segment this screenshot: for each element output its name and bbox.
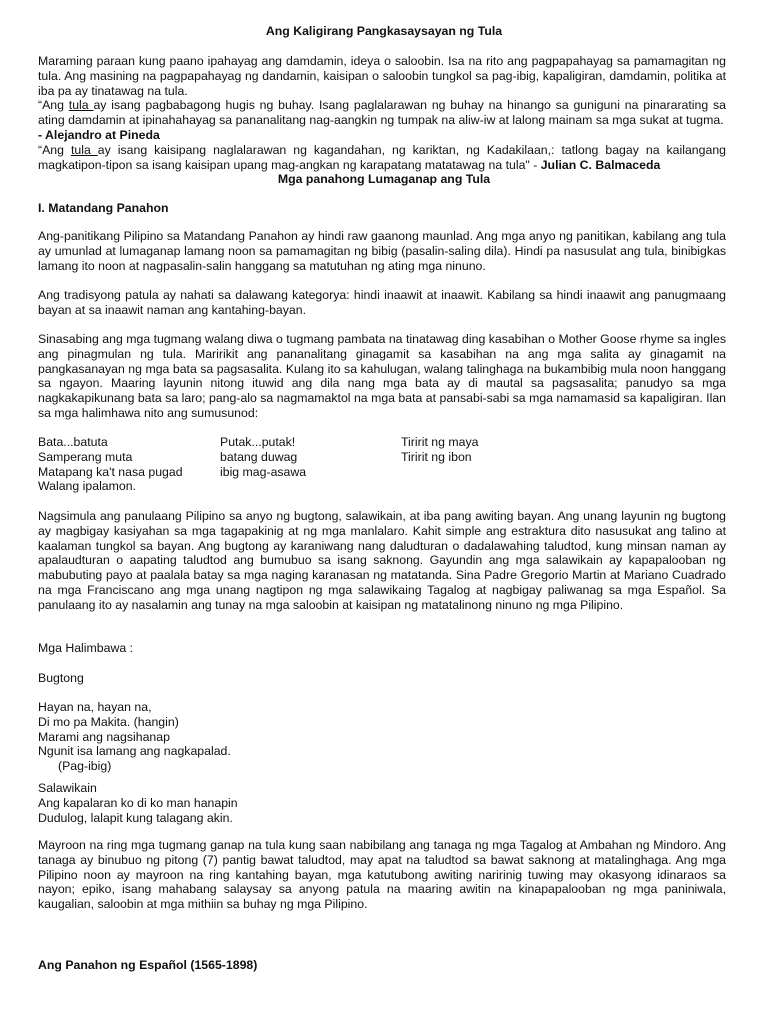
example-line: Bata...batuta xyxy=(38,435,108,449)
section1-paragraph-3: Sinasabing ang mga tugmang walang diwa o tugmang pambata na tinatawag ding kasabihan o Mother Goose rhyme sa ingles ang pinagmulan ng tula. Maririkit ang pananalitang ginagamit sa kasabihan na ang mga salita ay ginagamit na pangkasanayan ng mga bata sa pagsasalita. Kulang ito sa kahulugan, walang talinghaga na bukambibig mula noon hanggang sa ngayon. Maaring layunin nitong ituwid ang dila nang mga bata ay di mautal sa pagsasalita; panudyo sa mga nagkakapikunang bata sa laro; pang-alo sa nagmamaktol na mga bata at pansabi-sabi sa mga namamasid sa kapaligiran. Ilan sa mga halimhawa nito ang sumusunod: xyxy=(38,332,726,420)
examples-label: Mga Halimbawa : xyxy=(38,641,133,655)
example-line: ibig mag-asawa xyxy=(220,464,307,479)
examples-column-3 xyxy=(401,435,478,465)
section-heading: Mga panahong Lumaganap ang Tula xyxy=(277,172,491,186)
quote-open: “Ang xyxy=(38,143,71,157)
salawikain-label: Salawikain xyxy=(38,781,97,795)
quote-balmaceda xyxy=(38,143,726,173)
section1-paragraph-2: Ang tradisyong patula ay nahati sa dalawang kategorya: hindi inaawit at inaawit. Kabilang sa hindi inaawit ang panugmaang bayan at sa inaawit naman ang kantahing-bayan. xyxy=(38,288,726,317)
quote-text: ay isang kaisipang naglalarawan ng kagandahan, ng kariktan, ng Kadakilaan,: tatlong bagay na kailangang magkatipon-tipon sa isang kaisipan upang mag-angkan ng karapatang matatawag na tula" - xyxy=(38,143,727,172)
quote-text: ay isang pagbabagong hugis ng buhay. Isang paglalarawan ng buhay na hinango sa guniguni na pinararating sa ating damdamin at ipinahahayag sa pananalitang nag-aangkin ng tumpak na aliw-iw at lalong mainam sa mga sukat at tugma. xyxy=(38,98,726,127)
example-line: Matapang ka't nasa pugad xyxy=(38,464,183,479)
bugtong-line: Hayan na, hayan na, xyxy=(38,700,152,714)
bugtong-answer: (Pag-ibig) xyxy=(58,759,112,774)
section1-paragraph-1: Ang-panitikang Pilipino sa Matandang Panahon ay hindi raw gaanong maunlad. Ang mga anyo ng panitikan, kabilang ang tula ay umunlad at lumaganap lamang noon sa pamamagitan ng bibig (pasalin-saling dila). Hindi pa nasusulat ang tula, binibigkas lamang ito noon at nagpasalin-salin hanggang sa matutuhan ng ating mga ninuno. xyxy=(38,229,726,273)
salawikain-line: Dudulog, lalapit kung talagang akin. xyxy=(38,810,233,825)
example-line: Tiririt ng ibon xyxy=(401,449,472,464)
document-title: Ang Kaligirang Pangkasaysayan ng Tula xyxy=(265,24,503,38)
examples-column-2 xyxy=(220,435,306,479)
quote-pineda xyxy=(38,98,726,128)
bugtong-line: Di mo pa Makita. (hangin) xyxy=(38,714,179,729)
section2-heading: Ang Panahon ng Español (1565-1898) xyxy=(38,958,258,972)
quote-keyword: tula xyxy=(68,98,94,112)
salawikain-example xyxy=(38,781,238,825)
quote-open: “Ang xyxy=(38,98,69,112)
section1-paragraph-4: Nagsimula ang panulaang Pilipino sa anyo ng bugtong, salawikain, at iba pang awiting bayan. Ang unang layunin ng bugtong ay magbigay kasiyahan sa mga tagapakinig at ng mga manlalaro. Kahit simple ang estraktura dito nasusukat ang talino at kaalaman tungkol sa bayan. Ang bugtong ay karaniwang nang daludturan o dadalawahing taludtod, kung minsan naman ay apalaudturan o aapating taludtod ang bumubuo sa isang saknong. Gayundin ang mga salawikain ay kapapalooban ng mabubuting payo at paalala batay sa mga naging karanasan ng matatanda. Sina Padre Gregorio Martin at Mariano Cuadrado na mga Franciscano ang mga unang nagtipon ng mga salawikaing Tagalog at nagbigay paliwanag sa mga Español. Sa panulaang ito ay nasalamin ang tunay na mga saloobin at kaisipan ng matatalinong ninuno ng mga Pilipino. xyxy=(38,509,726,612)
examples-column-1 xyxy=(38,435,183,494)
example-line: Tiririt ng maya xyxy=(401,435,479,449)
salawikain-line: Ang kapalaran ko di ko man hanapin xyxy=(38,795,238,810)
bugtong-label: Bugtong xyxy=(38,671,84,685)
quote-keyword: tula xyxy=(70,143,98,157)
intro-paragraph: Maraming paraan kung paano ipahayag ang damdamin, ideya o saloobin. Isa na rito ang pagpapahayag sa pamamagitan ng tula. Ang masining na pagpapahayag ng dandamin, kaisipan o saloobin tungkol sa pag-ibig, kapaligiran, damdamin, politika at iba pa ay tinatawag na tula. xyxy=(38,54,726,98)
section1-paragraph-5: Mayroon na ring mga tugmang ganap na tula kung saan nabibilang ang tanaga ng mga Tagalog at Ambahan ng Mindoro. Ang tanaga ay binubuo ng pitong (7) pantig bawat taludtod, may apat na taludtod sa bawat saknong at matalinghaga. Ang mga Pilipino noon ay mayroon na ring kantahing bayan, mga katutubong awiting naririnig tuwing may okasyong idinaraos sa nayon; epiko, isang mahabang salaysay sa anyong patula na maaring awitin na kinapapalooban ng mga paniniwala, kaugalian, saloobin at mga mithiin sa buhay ng mga Pilipino. xyxy=(38,838,726,912)
bugtong-line: Marami ang nagsihanap xyxy=(38,729,170,744)
example-line: Walang ipalamon. xyxy=(38,479,136,494)
bugtong-line: Ngunit isa lamang ang nagkapalad. xyxy=(38,744,231,759)
bugtong-example xyxy=(38,700,231,774)
example-line: Putak...putak! xyxy=(220,435,296,449)
quote-author-pineda: - Alejandro at Pineda xyxy=(38,128,160,142)
quote-author-balmaceda: Julian C. Balmaceda xyxy=(540,157,661,172)
example-line: Samperang muta xyxy=(38,449,133,464)
example-line: batang duwag xyxy=(220,449,298,464)
section1-heading: I. Matandang Panahon xyxy=(38,201,169,215)
